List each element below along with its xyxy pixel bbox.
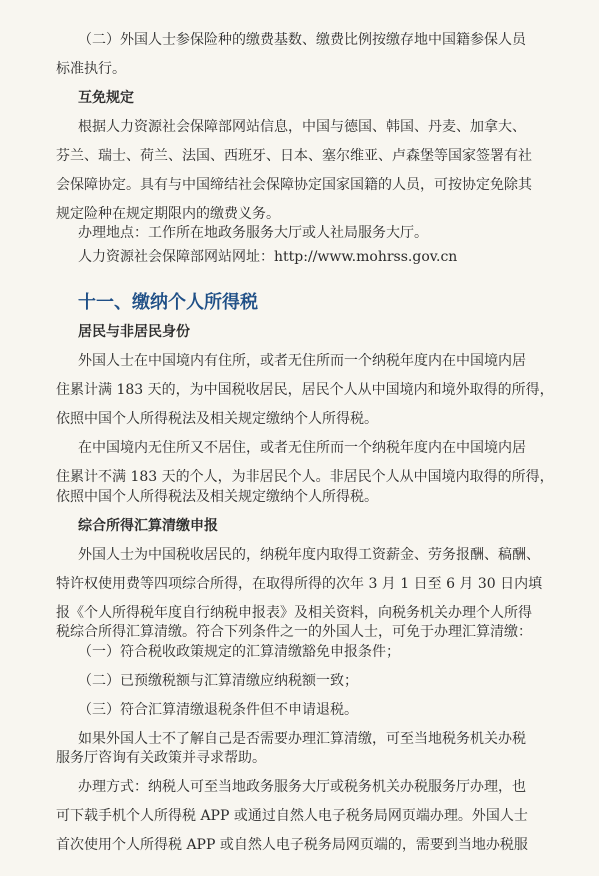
text-line: 依照中国个人所得税法及相关规定缴纳个人所得税。	[56, 489, 378, 505]
text-line: 特许权使用费等四项综合所得，在取得所得的次年 3 月 1 日至 6 月 30 日内填	[56, 576, 543, 592]
section-title: 十一、缴纳个人所得税	[78, 292, 258, 313]
text-line: 税综合所得汇算清缴。符合下列条件之一的外国人士，可免于办理汇算清缴：	[56, 624, 532, 640]
text-line: 可下载手机个人所得税 APP 或通过自然人电子税务局网页端办理。外国人士	[56, 808, 528, 824]
text-line: 在中国境内无住所又不居住，或者无住所而一个纳税年度内在中国境内居	[78, 440, 526, 456]
text-line: 根据人力资源社会保障部网站信息，中国与德国、韩国、丹麦、加拿大、	[78, 119, 526, 135]
list-item: （三）符合汇算清缴退税条件但不申请退税。	[78, 702, 358, 718]
website-line: 人力资源社会保障部网站网址：http://www.mohrss.gov.cn	[78, 249, 458, 265]
list-item: （一）符合税收政策规定的汇算清缴豁免申报条件；	[78, 644, 400, 660]
text-line: 办理地点：工作所在地政务服务大厅或人社局服务大厅。	[78, 225, 428, 241]
text-line: 办理方式：纳税人可至当地政务服务大厅或税务机关办税服务厅办理，也	[78, 779, 526, 795]
text-line: （二）外国人士参保险种的缴费基数、缴费比例按缴存地中国籍参保人员	[78, 32, 526, 48]
text-line: 住累计满 183 天的，为中国税收居民，居民个人从中国境内和境外取得的所得，	[56, 382, 554, 398]
list-item: （二）已预缴税额与汇算清缴应纳税额一致；	[78, 673, 358, 689]
subheading-mutual-exemption: 互免规定	[78, 90, 134, 106]
text-line: 芬兰、瑞士、荷兰、法国、西班牙、日本、塞尔维亚、卢森堡等国家签署有社	[56, 148, 532, 164]
text-line: 如果外国人士不了解自己是否需要办理汇算清缴，可至当地税务机关办税	[78, 731, 526, 747]
text-line: 规定险种在规定期限内的缴费义务。	[56, 206, 280, 222]
text-line: 服务厅咨询有关政策并寻求帮助。	[56, 750, 266, 766]
text-line: 外国人士在中国境内有住所，或者无住所而一个纳税年度内在中国境内居	[78, 353, 526, 369]
text-line: 报《个人所得税年度自行纳税申报表》及相关资料，向税务机关办理个人所得	[56, 605, 532, 621]
text-line: 标准执行。	[56, 61, 126, 77]
text-line: 首次使用个人所得税 APP 或自然人电子税务局网页端的，需要到当地办税服	[56, 837, 528, 853]
text-line: 会保障协定。具有与中国缔结社会保障协定国家国籍的人员，可按协定免除其	[56, 177, 532, 193]
text-line: 住累计不满 183 天的个人，为非居民个人。非居民个人从中国境内取得的所得，	[56, 469, 554, 485]
text-line: 外国人士为中国税收居民的，纳税年度内取得工资薪金、劳务报酬、稿酬、	[78, 547, 540, 563]
subheading-annual-filing: 综合所得汇算清缴申报	[78, 518, 218, 534]
subheading-resident-status: 居民与非居民身份	[78, 324, 190, 340]
text-line: 依照中国个人所得税法及相关规定缴纳个人所得税。	[56, 411, 378, 427]
